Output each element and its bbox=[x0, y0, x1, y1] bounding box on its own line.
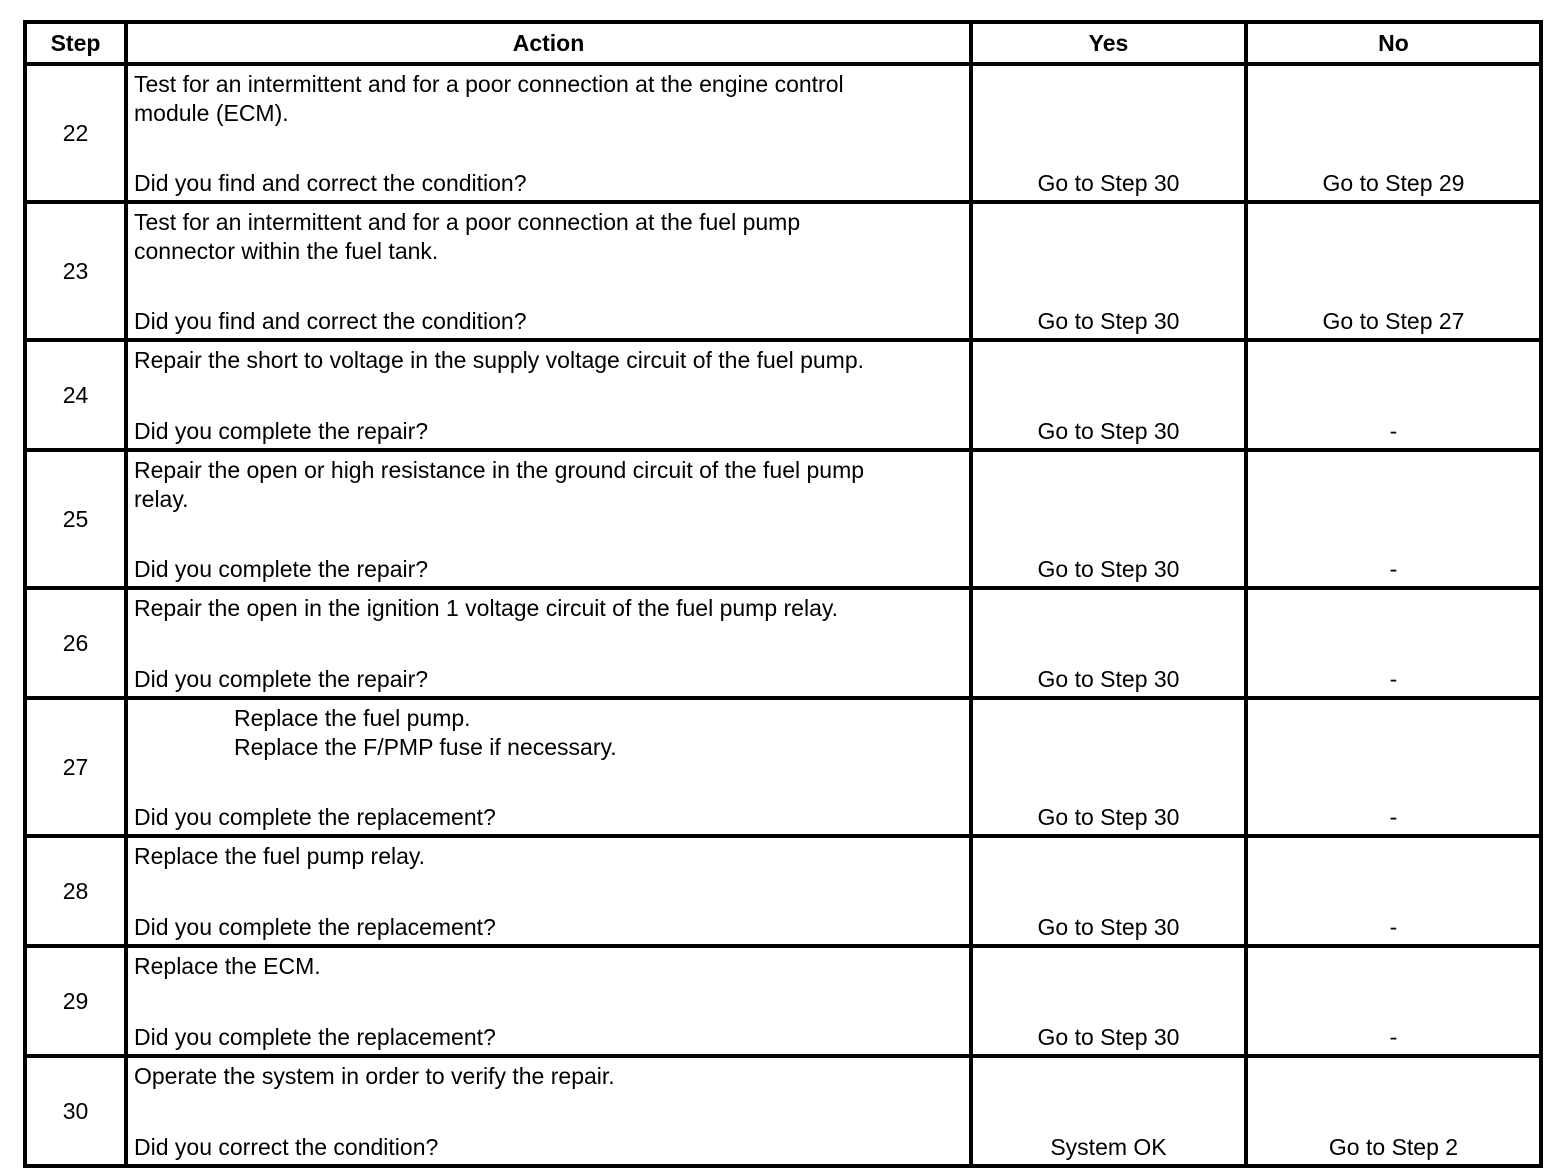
action-text: Replace the fuel pump relay. bbox=[134, 843, 426, 869]
step-number: 22 bbox=[25, 64, 126, 202]
action-question: Did you complete the replacement? bbox=[134, 914, 496, 940]
action-question: Did you correct the condition? bbox=[134, 1134, 439, 1160]
action-text: Repair the open in the ignition 1 voltage circuit of the fuel pump relay. bbox=[134, 595, 839, 621]
table-row bbox=[25, 1056, 1541, 1166]
step-number: 25 bbox=[25, 450, 126, 588]
no-result: - bbox=[1246, 588, 1541, 698]
no-result: Go to Step 2 bbox=[1246, 1056, 1541, 1166]
action-cell bbox=[126, 588, 971, 698]
action-text: Replace the fuel pump. bbox=[234, 705, 471, 731]
action-text: Repair the open or high resistance in the ground circuit of the fuel pump bbox=[134, 457, 865, 483]
yes-result: Go to Step 30 bbox=[971, 698, 1246, 836]
action-cell bbox=[126, 836, 971, 946]
no-result: - bbox=[1246, 698, 1541, 836]
step-number: 29 bbox=[25, 946, 126, 1056]
action-text: Replace the F/PMP fuse if necessary. bbox=[234, 734, 617, 760]
action-question: Did you find and correct the condition? bbox=[134, 308, 527, 334]
step-number: 28 bbox=[25, 836, 126, 946]
action-cell bbox=[126, 946, 971, 1056]
no-result: - bbox=[1246, 836, 1541, 946]
action-text: module (ECM). bbox=[134, 100, 289, 126]
step-number: 27 bbox=[25, 698, 126, 836]
no-result: - bbox=[1246, 450, 1541, 588]
table-row bbox=[25, 450, 1541, 588]
yes-result: Go to Step 30 bbox=[971, 836, 1246, 946]
header-step: Step bbox=[25, 22, 126, 64]
step-number: 26 bbox=[25, 588, 126, 698]
no-result: Go to Step 27 bbox=[1246, 202, 1541, 340]
step-number: 24 bbox=[25, 340, 126, 450]
table-row bbox=[25, 202, 1541, 340]
action-question: Did you complete the replacement? bbox=[134, 804, 496, 830]
action-cell bbox=[126, 450, 971, 588]
header-action: Action bbox=[126, 22, 971, 64]
yes-result: System OK bbox=[971, 1056, 1246, 1166]
yes-result: Go to Step 30 bbox=[971, 64, 1246, 202]
header-no: No bbox=[1246, 22, 1541, 64]
table-row bbox=[25, 340, 1541, 450]
table-row bbox=[25, 588, 1541, 698]
step-number: 23 bbox=[25, 202, 126, 340]
table-row bbox=[25, 698, 1541, 836]
table-row bbox=[25, 836, 1541, 946]
action-cell bbox=[126, 202, 971, 340]
action-text: relay. bbox=[134, 486, 189, 512]
action-cell bbox=[126, 1056, 971, 1166]
no-result: Go to Step 29 bbox=[1246, 64, 1541, 202]
yes-result: Go to Step 30 bbox=[971, 946, 1246, 1056]
diagnostic-table bbox=[23, 20, 1543, 1168]
yes-result: Go to Step 30 bbox=[971, 588, 1246, 698]
yes-result: Go to Step 30 bbox=[971, 202, 1246, 340]
action-text: Repair the short to voltage in the supply voltage circuit of the fuel pump. bbox=[134, 347, 865, 373]
no-result: - bbox=[1246, 340, 1541, 450]
action-text: connector within the fuel tank. bbox=[134, 238, 439, 264]
table-row bbox=[25, 946, 1541, 1056]
action-cell bbox=[126, 64, 971, 202]
action-text: Operate the system in order to verify the repair. bbox=[134, 1063, 615, 1089]
action-text: Test for an intermittent and for a poor connection at the engine control bbox=[134, 71, 844, 97]
action-question: Did you complete the replacement? bbox=[134, 1024, 496, 1050]
yes-result: Go to Step 30 bbox=[971, 340, 1246, 450]
table-row bbox=[25, 64, 1541, 202]
action-question: Did you complete the repair? bbox=[134, 418, 429, 444]
action-text: Replace the ECM. bbox=[134, 953, 321, 979]
action-question: Did you complete the repair? bbox=[134, 666, 429, 692]
header-row bbox=[25, 22, 1541, 64]
action-question: Did you complete the repair? bbox=[134, 556, 429, 582]
yes-result: Go to Step 30 bbox=[971, 450, 1246, 588]
step-number: 30 bbox=[25, 1056, 126, 1166]
action-cell bbox=[126, 340, 971, 450]
action-text: Test for an intermittent and for a poor connection at the fuel pump bbox=[134, 209, 801, 235]
header-yes: Yes bbox=[971, 22, 1246, 64]
no-result: - bbox=[1246, 946, 1541, 1056]
action-question: Did you find and correct the condition? bbox=[134, 170, 527, 196]
action-cell bbox=[126, 698, 971, 836]
